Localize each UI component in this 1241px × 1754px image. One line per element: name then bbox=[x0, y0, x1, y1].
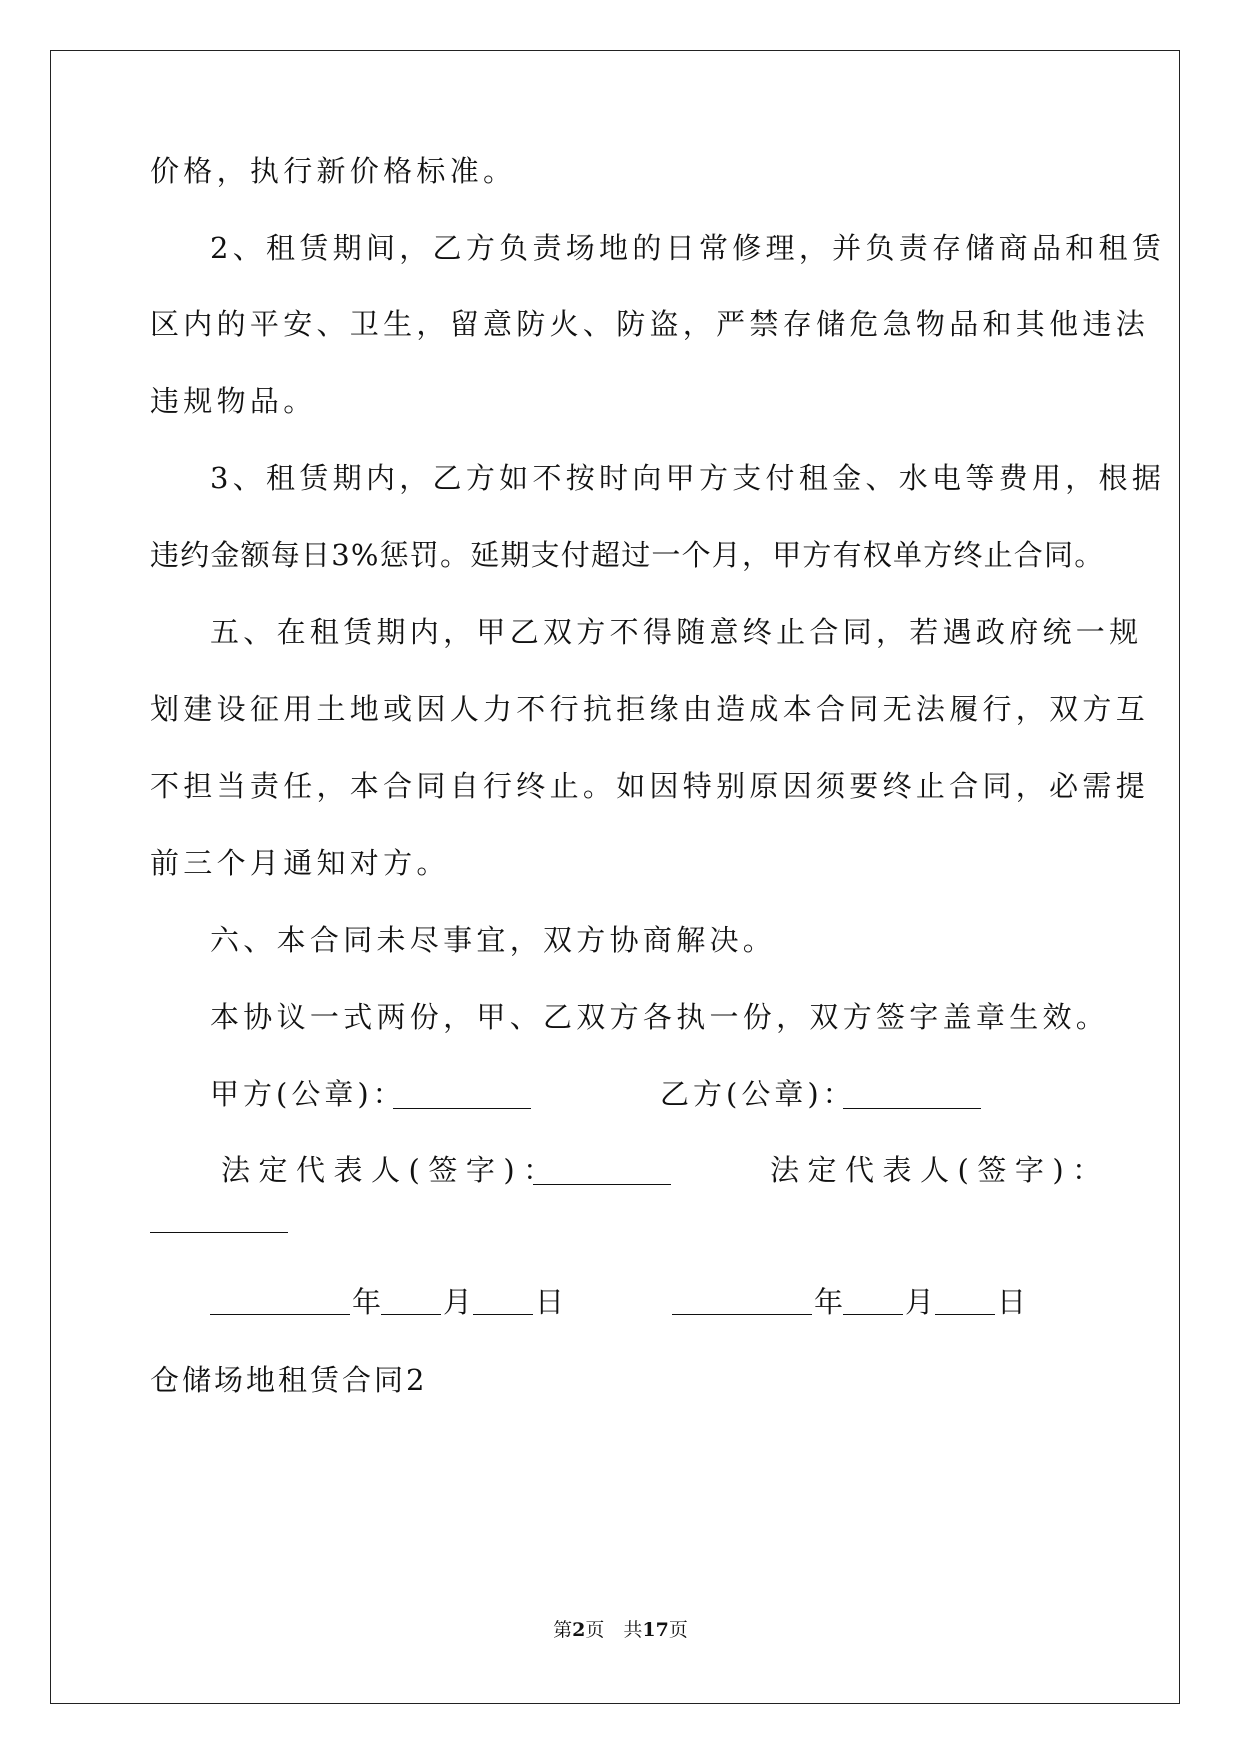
footer-mid: 页 共 bbox=[585, 1619, 643, 1641]
footer-prefix: 第 bbox=[553, 1619, 573, 1641]
footer-page-num: 2 bbox=[572, 1619, 586, 1641]
date-a-year: 年 bbox=[352, 1285, 386, 1319]
rep-a-blank bbox=[533, 1184, 671, 1185]
date-a-day-blank bbox=[473, 1314, 533, 1315]
party-a-seal-label: 甲方(公章)： bbox=[210, 1077, 406, 1111]
text-line: 违约金额每日3%惩罚。延期支付超过一个月，甲方有权单方终止合同。 bbox=[150, 538, 1105, 572]
text-line: 区内的平安、卫生，留意防火、防盗，严禁存储危急物品和其他违法 bbox=[150, 307, 1150, 341]
text-line: 本协议一式两份，甲、乙双方各执一份，双方签字盖章生效。 bbox=[210, 1000, 1110, 1034]
text-line: 违规物品。 bbox=[150, 384, 317, 418]
date-a-month-blank bbox=[381, 1314, 441, 1315]
text-line: 价格，执行新价格标准。 bbox=[150, 154, 517, 188]
date-a-year-blank bbox=[210, 1314, 350, 1315]
rep-b-label: 法定代表人(签字)： bbox=[770, 1153, 1110, 1187]
date-a-month: 月 bbox=[443, 1285, 477, 1319]
party-b-seal-label: 乙方(公章)： bbox=[660, 1077, 856, 1111]
date-b-month-blank bbox=[843, 1314, 903, 1315]
date-b-day: 日 bbox=[997, 1285, 1031, 1319]
next-contract-title: 仓储场地租赁合同2 bbox=[150, 1363, 428, 1397]
text-line: 不担当责任，本合同自行终止。如因特别原因须要终止合同，必需提 bbox=[150, 769, 1150, 803]
text-line: 划建设征用土地或因人力不行抗拒缘由造成本合同无法履行，双方互 bbox=[150, 692, 1150, 726]
footer-page-total: 17 bbox=[642, 1619, 669, 1641]
rep-a-label: 法定代表人(签字)： bbox=[221, 1153, 561, 1187]
rep-b-blank bbox=[150, 1232, 288, 1233]
page-footer bbox=[0, 1615, 1241, 1642]
text-line: 五、在租赁期内，甲乙双方不得随意终止合同，若遇政府统一规 bbox=[210, 615, 1143, 649]
party-a-seal-blank bbox=[393, 1108, 531, 1109]
date-b-month: 月 bbox=[905, 1285, 939, 1319]
text-line: 3、租赁期内，乙方如不按时向甲方支付租金、水电等费用，根据 bbox=[210, 461, 1166, 495]
date-a-day: 日 bbox=[535, 1285, 569, 1319]
date-b-day-blank bbox=[935, 1314, 995, 1315]
party-b-seal-blank bbox=[843, 1108, 981, 1109]
text-line: 前三个月通知对方。 bbox=[150, 846, 450, 880]
text-line: 六、本合同未尽事宜，双方协商解决。 bbox=[210, 923, 777, 957]
date-b-year: 年 bbox=[814, 1285, 848, 1319]
footer-suffix: 页 bbox=[668, 1619, 688, 1641]
text-line: 2、租赁期间，乙方负责场地的日常修理，并负责存储商品和租赁 bbox=[210, 231, 1166, 265]
date-b-year-blank bbox=[672, 1314, 812, 1315]
